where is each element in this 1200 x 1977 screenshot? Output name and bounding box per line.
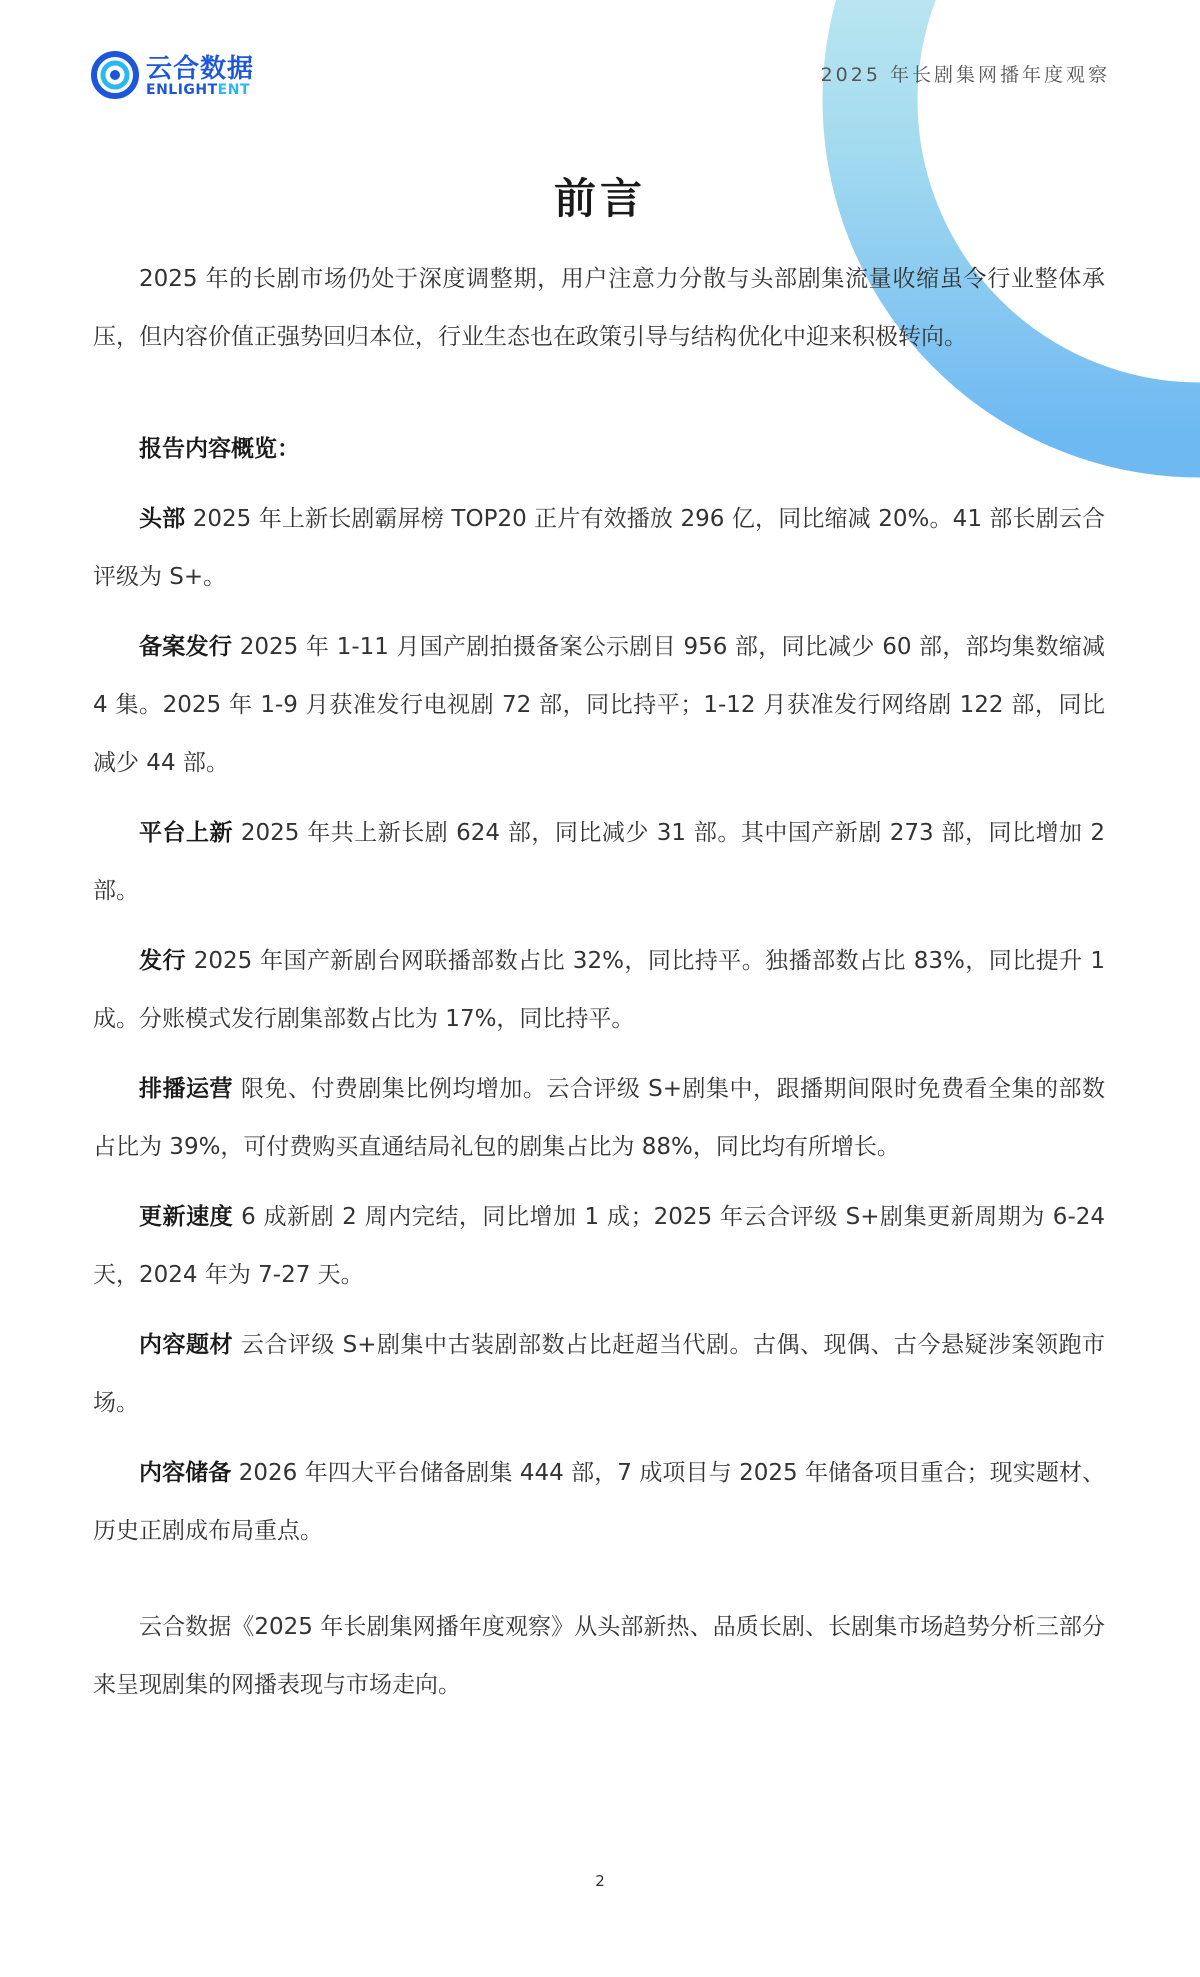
overview-label: 报告内容概览：: [139, 436, 300, 462]
summary-item-label: 发行: [139, 948, 186, 974]
summary-item-label: 头部: [139, 506, 186, 532]
summary-item: [93, 1444, 1105, 1560]
logo-text-en: [146, 82, 250, 98]
summary-item-label: 平台上新: [139, 820, 234, 846]
summary-item-label: 内容题材: [139, 1332, 233, 1358]
summary-item-text: 6 成新剧 2 周内完结，同比增加 1 成；2025 年云合评级 S+剧集更新周期为 6-24 天，2024 年为 7-27 天。: [93, 1204, 1106, 1288]
summary-item: [93, 1188, 1105, 1304]
conclusion-paragraph: 云合数据《2025 年长剧集网播年度观察》从头部新热、品质长剧、长剧集市场趋势分析三部分来呈现剧集的网播表现与市场走向。: [93, 1614, 1105, 1698]
summary-item: [93, 618, 1105, 792]
logo-text-cn: 云合数据: [146, 54, 255, 84]
summary-item-text: 2025 年共上新长剧 624 部，同比减少 31 部。其中国产新剧 273 部，同比增加 2 部。: [93, 820, 1105, 904]
company-logo: [90, 44, 280, 104]
overview-heading: [93, 420, 1105, 478]
summary-item-text: 限免、付费剧集比例均增加。云合评级 S+剧集中，跟播期间限时免费看全集的部数占比为 39%，可付费购买直通结局礼包的剧集占比为 88%，同比均有所增长。: [93, 1076, 1105, 1160]
main-content: [93, 250, 1105, 1714]
summary-item-text: 2026 年四大平台储备剧集 444 部，7 成项目与 2025 年储备项目重合；现实题材、历史正剧成布局重点。: [93, 1460, 1106, 1544]
page-title: 前言: [553, 174, 646, 223]
summary-item: [93, 804, 1105, 920]
logo-text-en-part-a: ENLIGHT: [146, 82, 218, 98]
logo-text-en-part-b: ENT: [217, 82, 251, 98]
summary-item: [93, 1060, 1105, 1176]
summary-item: [93, 1316, 1105, 1432]
page-header: [90, 40, 1110, 110]
summary-item-text: 2025 年上新长剧霸屏榜 TOP20 正片有效播放 296 亿，同比缩减 20%。41 部长剧云合评级为 S+。: [93, 506, 1106, 590]
logo-mark-icon: [90, 50, 140, 100]
summary-item: [93, 490, 1105, 606]
intro-paragraph: 2025 年的长剧市场仍处于深度调整期，用户注意力分散与头部剧集流量收缩虽令行业整体承压，但内容价值正强势回归本位，行业生态也在政策引导与结构优化中迎来积极转向。: [93, 266, 1105, 350]
summary-item-label: 排播运营: [139, 1076, 233, 1102]
report-title: 2025 年长剧集网播年度观察: [820, 64, 1110, 86]
summary-item: [93, 932, 1105, 1048]
summary-item-text: 2025 年 1-11 月国产剧拍摄备案公示剧目 956 部，同比减少 60 部，部均集数缩减 4 集。2025 年 1-9 月获准发行电视剧 72 部，同比持平；1-12 月获准发行网络剧 122 部，同比减少 44 部。: [93, 634, 1106, 776]
page-number: 2: [595, 1872, 605, 1890]
summary-item-text: 2025 年国产新剧台网联播部数占比 32%，同比持平。独播部数占比 83%，同比提升 1 成。分账模式发行剧集部数占比为 17%，同比持平。: [93, 948, 1106, 1032]
summary-item-label: 内容储备: [139, 1460, 232, 1486]
summary-item-label: 备案发行: [139, 634, 233, 660]
summary-item-text: 云合评级 S+剧集中古装剧部数占比赶超当代剧。古偶、现偶、古今悬疑涉案领跑市场。: [93, 1332, 1105, 1416]
summary-item-label: 更新速度: [139, 1204, 234, 1230]
